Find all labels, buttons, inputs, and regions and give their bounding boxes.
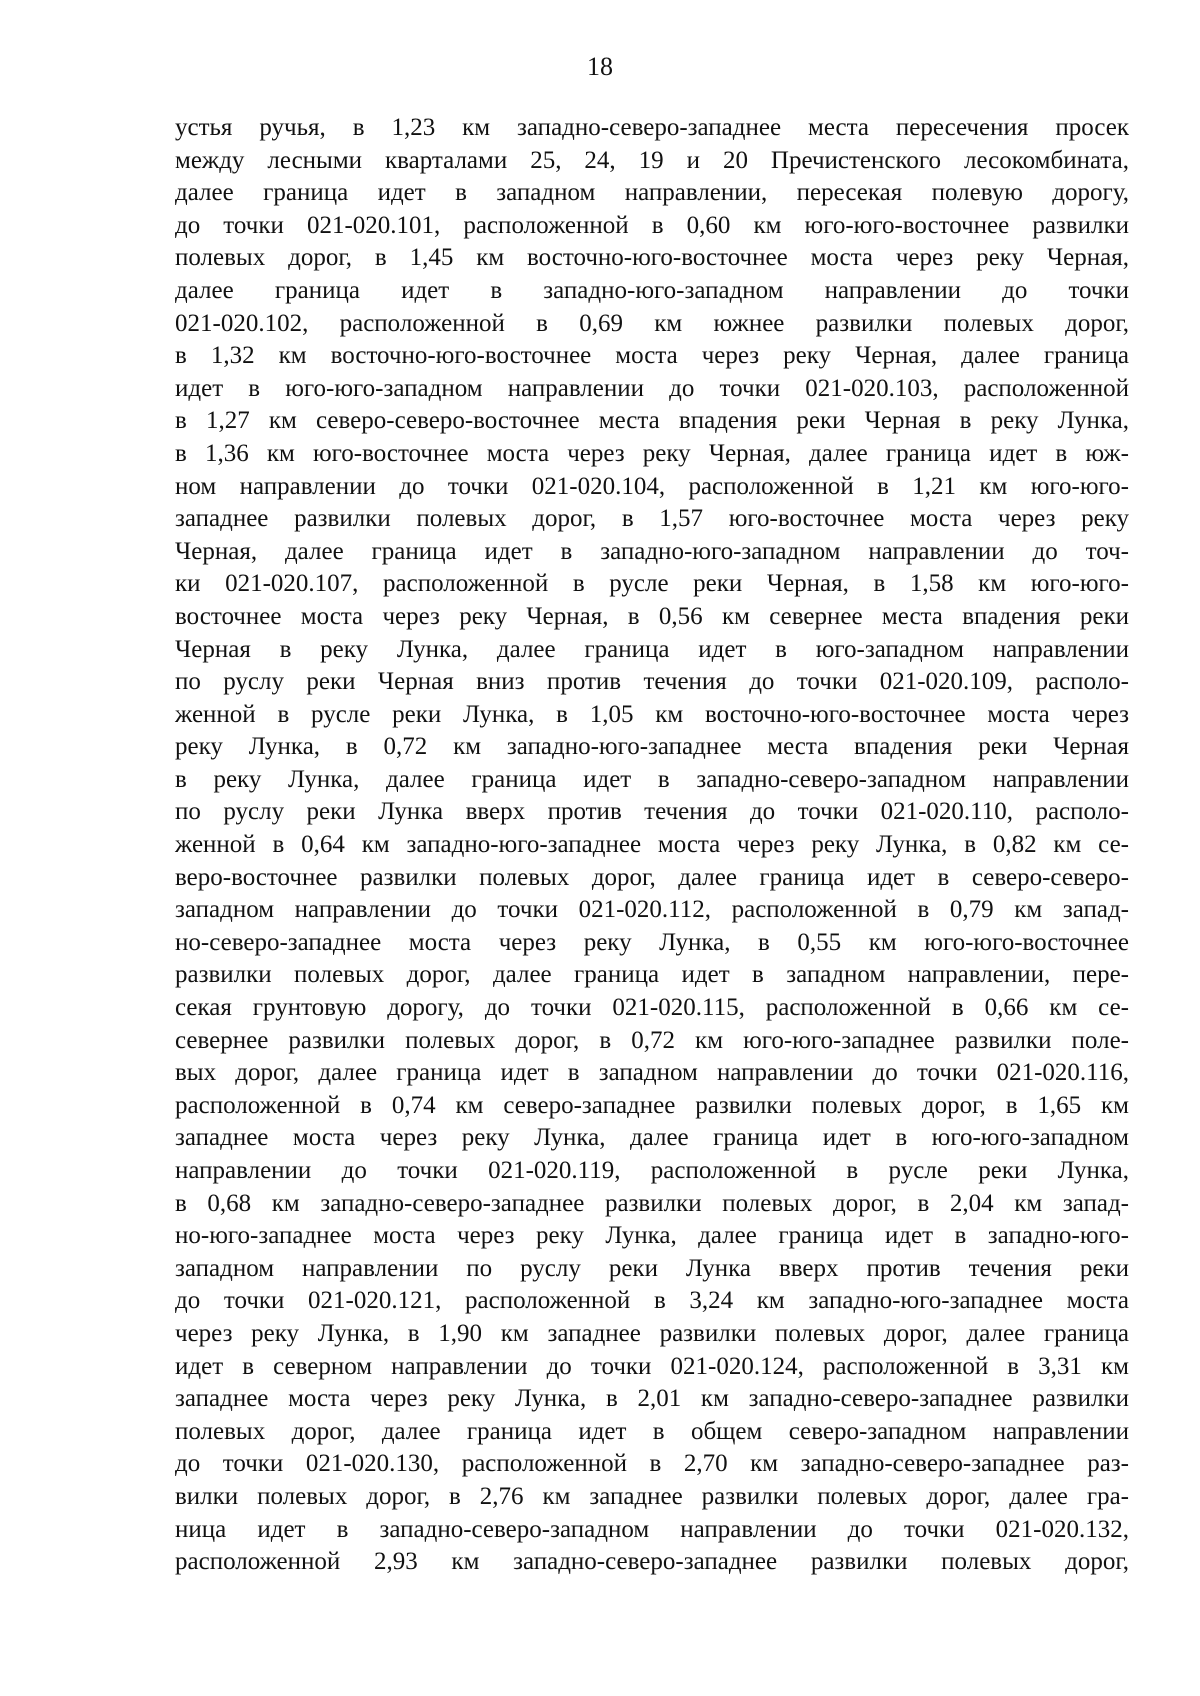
text-line: ном направлении до точки 021-020.104, расположенной в 1,21 км юго-юго- — [175, 472, 1129, 500]
page-number: 18 — [587, 52, 613, 81]
document-body — [175, 112, 1129, 1579]
text-line: идет в юго-юго-западном направлении до точки 021-020.103, расположенной — [175, 374, 1129, 402]
text-line: полевых дорог, в 1,45 км восточно-юго-восточнее моста через реку Черная, — [175, 244, 1129, 272]
text-line: идет в северном направлении до точки 021-020.124, расположенной в 3,31 км — [175, 1352, 1129, 1380]
text-line: до точки 021-020.121, расположенной в 3,24 км западно-юго-западнее моста — [175, 1287, 1129, 1315]
text-line: ки 021-020.107, расположенной в русле реки Черная, в 1,58 км юго-юго- — [175, 570, 1129, 598]
text-line: ница идет в западно-северо-западном направлении до точки 021-020.132, — [175, 1515, 1129, 1543]
text-line: западнее моста через реку Лунка, далее граница идет в юго-юго-западном — [175, 1124, 1129, 1152]
text-line: севернее развилки полевых дорог, в 0,72 км юго-юго-западнее развилки поле- — [175, 1026, 1129, 1054]
text-line: западном направлении по руслу реки Лунка вверх против течения реки — [175, 1254, 1129, 1282]
text-line: полевых дорог, далее граница идет в общем северо-западном направлении — [175, 1417, 1129, 1445]
text-line: Черная в реку Лунка, далее граница идет в юго-западном направлении — [175, 635, 1129, 663]
text-line: устья ручья, в 1,23 км западно-северо-западнее места пересечения просек — [175, 114, 1129, 141]
text-line: вилки полевых дорог, в 2,76 км западнее развилки полевых дорог, далее гра- — [175, 1482, 1129, 1510]
text-line: но-северо-западнее моста через реку Лунка, в 0,55 км юго-юго-восточнее — [175, 928, 1129, 956]
text-line: в 0,68 км западно-северо-западнее развилки полевых дорог, в 2,04 км запад- — [175, 1189, 1129, 1217]
text-line: направлении до точки 021-020.119, расположенной в русле реки Лунка, — [175, 1157, 1129, 1184]
text-line: Черная, далее граница идет в западно-юго-западном направлении до точ- — [175, 537, 1129, 565]
text-line: 021-020.102, расположенной в 0,69 км южнее развилки полевых дорог, — [175, 309, 1129, 337]
text-line: между лесными кварталами 25, 24, 19 и 20 Пречистенского лесокомбината, — [175, 146, 1129, 174]
text-line: западнее развилки полевых дорог, в 1,57 юго-восточнее моста через реку — [175, 505, 1129, 533]
text-line: вых дорог, далее граница идет в западном направлении до точки 021-020.116, — [175, 1059, 1129, 1087]
text-line: до точки 021-020.101, расположенной в 0,60 км юго-юго-восточнее развилки — [175, 211, 1129, 239]
text-line: восточнее моста через реку Черная, в 0,56 км севернее места впадения реки — [175, 602, 1129, 630]
text-line: женной в 0,64 км западно-юго-западнее моста через реку Лунка, в 0,82 км се- — [175, 831, 1129, 859]
text-line: далее граница идет в западно-юго-западном направлении до точки — [175, 276, 1129, 304]
text-line: далее граница идет в западном направлении, пересекая полевую дорогу, — [175, 179, 1129, 207]
text-line: в реку Лунка, далее граница идет в западно-северо-западном направлении — [175, 765, 1129, 793]
text-line: в 1,32 км восточно-юго-восточнее моста через реку Черная, далее граница — [175, 342, 1129, 370]
text-line: секая грунтовую дорогу, до точки 021-020.115, расположенной в 0,66 км се- — [175, 994, 1129, 1022]
text-line: развилки полевых дорог, далее граница идет в западном направлении, пере- — [175, 961, 1129, 989]
text-line: в 1,27 км северо-северо-восточнее места впадения реки Черная в реку Лунка, — [175, 407, 1129, 435]
text-line: реку Лунка, в 0,72 км западно-юго-западнее места впадения реки Черная — [175, 733, 1129, 761]
text-line: до точки 021-020.130, расположенной в 2,70 км западно-северо-западнее раз- — [175, 1450, 1129, 1478]
text-line: веро-восточнее развилки полевых дорог, далее граница идет в северо-северо- — [175, 863, 1129, 891]
text-line: западном направлении до точки 021-020.112, расположенной в 0,79 км запад- — [175, 896, 1129, 924]
text-line: расположенной в 0,74 км северо-западнее развилки полевых дорог, в 1,65 км — [175, 1091, 1129, 1119]
text-line: по руслу реки Черная вниз против течения до точки 021-020.109, располо- — [175, 668, 1129, 696]
text-line: через реку Лунка, в 1,90 км западнее развилки полевых дорог, далее граница — [175, 1319, 1129, 1347]
text-line: но-юго-западнее моста через реку Лунка, далее граница идет в западно-юго- — [175, 1222, 1129, 1250]
text-line: в 1,36 км юго-восточнее моста через реку Черная, далее граница идет в юж- — [175, 439, 1129, 467]
text-line: по руслу реки Лунка вверх против течения до точки 021-020.110, располо- — [175, 798, 1129, 826]
text-line: расположенной 2,93 км западно-северо-западнее развилки полевых дорог, — [175, 1548, 1129, 1576]
text-line: западнее моста через реку Лунка, в 2,01 км западно-северо-западнее развилки — [175, 1385, 1129, 1413]
text-line: женной в русле реки Лунка, в 1,05 км восточно-юго-восточнее моста через — [175, 700, 1129, 728]
